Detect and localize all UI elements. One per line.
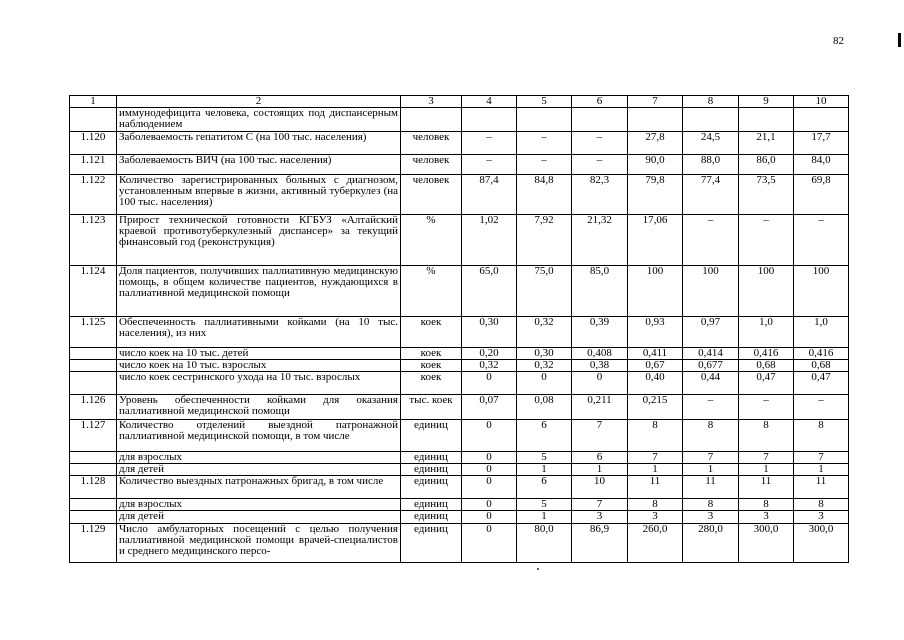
value-cell: 17,7 [794, 132, 849, 155]
row-number-cell [70, 348, 117, 360]
value-cell: 0 [462, 452, 517, 464]
value-cell: – [794, 215, 849, 266]
indicator-name-cell: Уровень обеспеченности койками для оказания паллиативной медицинской помощи [117, 395, 401, 420]
value-cell: 27,8 [628, 132, 683, 155]
row-number-cell [70, 499, 117, 511]
value-cell: 24,5 [683, 132, 739, 155]
unit-cell: человек [401, 155, 462, 175]
table-row [70, 175, 849, 215]
table-row [70, 452, 849, 464]
value-cell: 0 [462, 476, 517, 499]
value-cell: 3 [683, 511, 739, 524]
value-cell: 7 [572, 499, 628, 511]
indicator-name-cell: для детей [117, 511, 401, 524]
value-cell: 0 [462, 524, 517, 563]
value-cell [739, 108, 794, 132]
column-header: 1 [70, 96, 117, 108]
value-cell: 5 [517, 452, 572, 464]
unit-cell: единиц [401, 452, 462, 464]
table-row [70, 372, 849, 395]
row-number-cell: 1.123 [70, 215, 117, 266]
scan-edge-mark [898, 33, 901, 47]
column-header: 2 [117, 96, 401, 108]
value-cell: 69,8 [794, 175, 849, 215]
value-cell: 87,4 [462, 175, 517, 215]
value-cell: 7,92 [517, 215, 572, 266]
row-number-cell: 1.122 [70, 175, 117, 215]
value-cell: 8 [628, 420, 683, 452]
value-cell: 0 [462, 511, 517, 524]
value-cell: 3 [739, 511, 794, 524]
value-cell: – [739, 395, 794, 420]
table-row [70, 215, 849, 266]
unit-cell: человек [401, 132, 462, 155]
indicator-name-cell: Количество отделений выездной патронажной паллиативной медицинской помощи, в том числе [117, 420, 401, 452]
unit-cell: коек [401, 348, 462, 360]
value-cell: 0,93 [628, 317, 683, 348]
row-number-cell: 1.127 [70, 420, 117, 452]
row-number-cell [70, 372, 117, 395]
value-cell: 0,677 [683, 360, 739, 372]
value-cell: 11 [628, 476, 683, 499]
value-cell: 21,1 [739, 132, 794, 155]
indicator-name-cell: Число амбулаторных посещений с целью получения паллиативной медицинской помощи врачей-специалистов и среднего медицинского персо- [117, 524, 401, 563]
value-cell: 8 [628, 499, 683, 511]
indicator-name-cell: Количество выездных патронажных бригад, в том числе [117, 476, 401, 499]
value-cell: 11 [683, 476, 739, 499]
value-cell: 90,0 [628, 155, 683, 175]
indicator-name-cell: иммунодефицита человека, состоящих под диспансерным наблюдением [117, 108, 401, 132]
column-header: 8 [683, 96, 739, 108]
indicator-name-cell: для детей [117, 464, 401, 476]
indicator-name-cell: Количество зарегистрированных больных с диагнозом, установленным впервые в жизни, активный туберкулез (на 100 тыс. населения) [117, 175, 401, 215]
value-cell: 84,0 [794, 155, 849, 175]
value-cell: – [683, 395, 739, 420]
value-cell: 0,97 [683, 317, 739, 348]
value-cell: 0,30 [462, 317, 517, 348]
column-header: 3 [401, 96, 462, 108]
value-cell: 7 [683, 452, 739, 464]
unit-cell: единиц [401, 420, 462, 452]
value-cell: 0,67 [628, 360, 683, 372]
value-cell: 0,408 [572, 348, 628, 360]
value-cell: 11 [794, 476, 849, 499]
value-cell: 0,07 [462, 395, 517, 420]
value-cell: 1 [739, 464, 794, 476]
unit-cell: единиц [401, 476, 462, 499]
value-cell [683, 108, 739, 132]
value-cell: – [572, 132, 628, 155]
value-cell: 6 [572, 452, 628, 464]
unit-cell: единиц [401, 499, 462, 511]
value-cell: 82,3 [572, 175, 628, 215]
value-cell: 0,44 [683, 372, 739, 395]
row-number-cell [70, 452, 117, 464]
value-cell: 3 [628, 511, 683, 524]
value-cell: 0,32 [517, 317, 572, 348]
value-cell: 300,0 [739, 524, 794, 563]
value-cell: 1 [628, 464, 683, 476]
value-cell: 8 [794, 499, 849, 511]
value-cell [794, 108, 849, 132]
unit-cell: единиц [401, 511, 462, 524]
value-cell: 1,0 [794, 317, 849, 348]
indicator-name-cell: Заболеваемость гепатитом С (на 100 тыс. населения) [117, 132, 401, 155]
unit-cell: единиц [401, 464, 462, 476]
value-cell: 8 [683, 420, 739, 452]
value-cell: 100 [683, 266, 739, 317]
value-cell: 300,0 [794, 524, 849, 563]
table-row [70, 108, 849, 132]
value-cell: – [462, 132, 517, 155]
value-cell: 0,39 [572, 317, 628, 348]
value-cell: 0,414 [683, 348, 739, 360]
table-row [70, 511, 849, 524]
value-cell: – [572, 155, 628, 175]
indicator-name-cell: для взрослых [117, 452, 401, 464]
unit-cell: коек [401, 360, 462, 372]
column-header: 6 [572, 96, 628, 108]
value-cell: 0 [462, 464, 517, 476]
page-number: 82 [833, 35, 844, 47]
value-cell: 0,215 [628, 395, 683, 420]
value-cell: 75,0 [517, 266, 572, 317]
indicator-name-cell: Заболеваемость ВИЧ (на 100 тыс. населения) [117, 155, 401, 175]
row-number-cell [70, 464, 117, 476]
value-cell: – [517, 155, 572, 175]
value-cell: 7 [794, 452, 849, 464]
value-cell: 260,0 [628, 524, 683, 563]
row-number-cell: 1.124 [70, 266, 117, 317]
value-cell [572, 108, 628, 132]
value-cell: 0,38 [572, 360, 628, 372]
value-cell: 84,8 [517, 175, 572, 215]
value-cell: 6 [517, 476, 572, 499]
value-cell: 86,9 [572, 524, 628, 563]
value-cell: 1 [517, 511, 572, 524]
indicator-name-cell: Доля пациентов, получивших паллиативную медицинскую помощь, в общем количестве пациентов, нуждающихся в паллиативной медицинской помощи [117, 266, 401, 317]
unit-cell: человек [401, 175, 462, 215]
row-number-cell: 1.126 [70, 395, 117, 420]
value-cell: 7 [572, 420, 628, 452]
value-cell: 100 [628, 266, 683, 317]
value-cell: 8 [683, 499, 739, 511]
value-cell: 88,0 [683, 155, 739, 175]
table-row [70, 476, 849, 499]
value-cell: 85,0 [572, 266, 628, 317]
value-cell: 0,411 [628, 348, 683, 360]
value-cell: – [683, 215, 739, 266]
value-cell: 0 [517, 372, 572, 395]
value-cell: 10 [572, 476, 628, 499]
value-cell: 73,5 [739, 175, 794, 215]
value-cell: 7 [739, 452, 794, 464]
value-cell: – [739, 215, 794, 266]
value-cell: 8 [739, 499, 794, 511]
value-cell: 1 [572, 464, 628, 476]
value-cell: 5 [517, 499, 572, 511]
value-cell: 0,416 [739, 348, 794, 360]
indicator-name-cell: Обеспеченность паллиативными койками (на 10 тыс. населения), из них [117, 317, 401, 348]
value-cell: 65,0 [462, 266, 517, 317]
unit-cell: тыс. коек [401, 395, 462, 420]
table-row [70, 395, 849, 420]
value-cell: – [517, 132, 572, 155]
value-cell: 0 [572, 372, 628, 395]
value-cell: – [462, 155, 517, 175]
unit-cell: % [401, 215, 462, 266]
value-cell: 7 [628, 452, 683, 464]
value-cell: 77,4 [683, 175, 739, 215]
value-cell: 1 [794, 464, 849, 476]
column-header: 10 [794, 96, 849, 108]
unit-cell [401, 108, 462, 132]
value-cell: 1,0 [739, 317, 794, 348]
value-cell: 1,02 [462, 215, 517, 266]
value-cell: 280,0 [683, 524, 739, 563]
value-cell: 1 [683, 464, 739, 476]
value-cell: 86,0 [739, 155, 794, 175]
value-cell: 0,47 [794, 372, 849, 395]
value-cell: 6 [517, 420, 572, 452]
unit-cell: коек [401, 372, 462, 395]
value-cell: 0 [462, 420, 517, 452]
unit-cell: % [401, 266, 462, 317]
table-row [70, 420, 849, 452]
table-header-row [70, 96, 849, 108]
row-number-cell [70, 360, 117, 372]
value-cell: 80,0 [517, 524, 572, 563]
column-header: 7 [628, 96, 683, 108]
row-number-cell [70, 108, 117, 132]
value-cell: 0,211 [572, 395, 628, 420]
value-cell: 0,68 [794, 360, 849, 372]
value-cell: 79,8 [628, 175, 683, 215]
unit-cell: коек [401, 317, 462, 348]
row-number-cell [70, 511, 117, 524]
table-row [70, 524, 849, 563]
value-cell: 3 [572, 511, 628, 524]
value-cell: 0,08 [517, 395, 572, 420]
value-cell: 11 [739, 476, 794, 499]
indicator-name-cell: для взрослых [117, 499, 401, 511]
value-cell: 0,416 [794, 348, 849, 360]
value-cell: 0,20 [462, 348, 517, 360]
column-header: 4 [462, 96, 517, 108]
indicator-name-cell: Прирост технической готовности КГБУЗ «Алтайский краевой противотуберкулезный диспансер» за текущий финансовый год (реконструкция) [117, 215, 401, 266]
value-cell [462, 108, 517, 132]
unit-cell: единиц [401, 524, 462, 563]
value-cell: 21,32 [572, 215, 628, 266]
value-cell: 0 [462, 499, 517, 511]
indicator-name-cell: число коек на 10 тыс. детей [117, 348, 401, 360]
value-cell: 0,47 [739, 372, 794, 395]
value-cell [628, 108, 683, 132]
value-cell: 0,32 [517, 360, 572, 372]
value-cell: 0,40 [628, 372, 683, 395]
table-row [70, 360, 849, 372]
table-row [70, 499, 849, 511]
value-cell: 8 [739, 420, 794, 452]
value-cell: 100 [794, 266, 849, 317]
table-row [70, 348, 849, 360]
column-header: 9 [739, 96, 794, 108]
row-number-cell: 1.129 [70, 524, 117, 563]
row-number-cell: 1.125 [70, 317, 117, 348]
row-number-cell: 1.121 [70, 155, 117, 175]
value-cell: 1 [517, 464, 572, 476]
table-row [70, 132, 849, 155]
column-header: 5 [517, 96, 572, 108]
table-row [70, 464, 849, 476]
value-cell: 0,68 [739, 360, 794, 372]
indicator-name-cell: число коек на 10 тыс. взрослых [117, 360, 401, 372]
indicator-name-cell: число коек сестринского ухода на 10 тыс. взрослых [117, 372, 401, 395]
table-row [70, 266, 849, 317]
row-number-cell: 1.128 [70, 476, 117, 499]
value-cell: 0,30 [517, 348, 572, 360]
scan-speck [537, 568, 539, 570]
value-cell: 8 [794, 420, 849, 452]
row-number-cell: 1.120 [70, 132, 117, 155]
value-cell: 100 [739, 266, 794, 317]
value-cell: 3 [794, 511, 849, 524]
table-row [70, 317, 849, 348]
value-cell: 17,06 [628, 215, 683, 266]
value-cell: 0 [462, 372, 517, 395]
table-row [70, 155, 849, 175]
indicators-table [69, 95, 849, 563]
value-cell: 0,32 [462, 360, 517, 372]
value-cell: – [794, 395, 849, 420]
value-cell [517, 108, 572, 132]
